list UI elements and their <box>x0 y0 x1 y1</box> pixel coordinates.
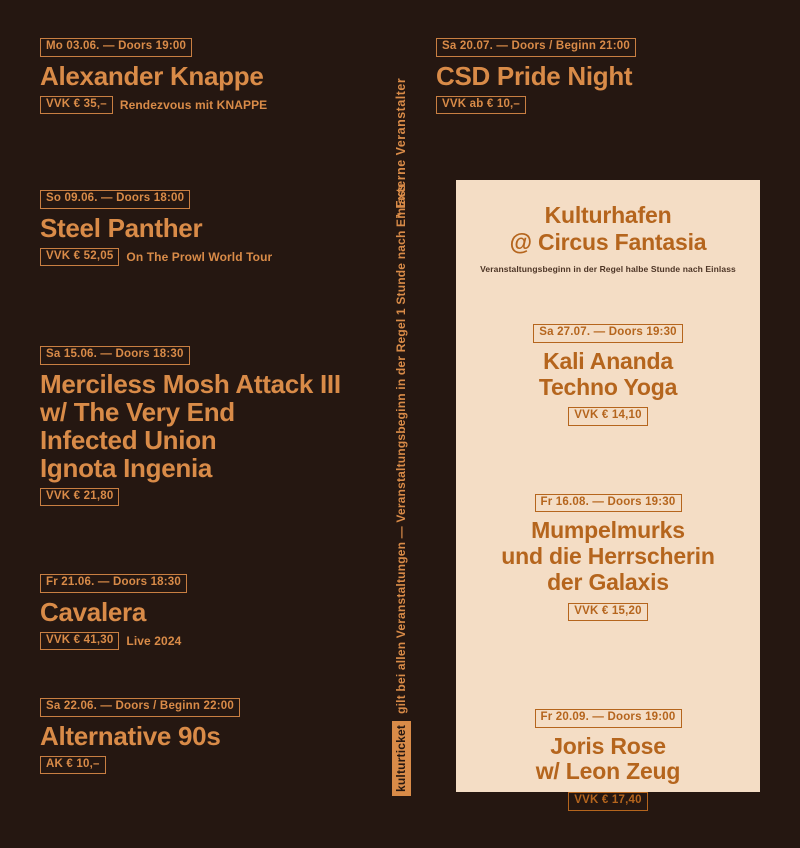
artist-line: w/ Leon Zeug <box>535 758 681 785</box>
artist-line: Steel Panther <box>40 212 203 243</box>
event-date: Sa 22.06. — Doors / Beginn 22:00 <box>40 698 240 717</box>
event-item <box>40 36 267 114</box>
artist-line: Techno Yoga <box>538 373 678 400</box>
event-item <box>40 344 341 506</box>
event-artist <box>40 62 267 90</box>
event-price-row <box>40 96 267 115</box>
event-date: Mo 03.06. — Doors 19:00 <box>40 38 192 57</box>
event-artist <box>40 598 187 626</box>
panel-note: Veranstaltungsbeginn in der Regel halbe Stunde nach Einlass <box>480 264 736 275</box>
event-price: VVK ab € 10,– <box>436 96 526 115</box>
kulturticket-note <box>394 184 408 796</box>
event-artist <box>436 62 766 90</box>
panel-event-item <box>470 322 746 426</box>
event-artist <box>470 734 746 786</box>
event-price: AK € 10,– <box>40 756 106 775</box>
event-artist <box>40 722 240 750</box>
kulturticket-badge: kulturticket <box>392 721 411 796</box>
event-artist <box>470 349 746 401</box>
event-price: VVK € 35,– <box>40 96 113 115</box>
event-artist <box>40 214 272 242</box>
event-price-row <box>40 756 240 775</box>
kulturticket-text: gilt bei allen Veranstaltungen — Veranstaltungsbeginn in der Regel 1 Stunde nach Einlass <box>394 183 408 714</box>
artist-line: Kali Ananda <box>543 347 673 374</box>
event-price: VVK € 52,05 <box>40 248 119 267</box>
artist-line: CSD Pride Night <box>436 60 633 91</box>
artist-line: Alternative 90s <box>40 720 221 751</box>
event-date: Sa 27.07. — Doors 19:30 <box>533 324 683 343</box>
artist-line: der Galaxis <box>547 568 669 595</box>
artist-line: Ignota Ingenia <box>40 452 213 483</box>
event-date: Fr 16.08. — Doors 19:30 <box>535 494 682 513</box>
panel-event-item <box>470 492 746 621</box>
event-date: So 09.06. — Doors 18:00 <box>40 190 190 209</box>
artist-line: Infected Union <box>40 424 217 455</box>
event-price-row <box>40 248 272 267</box>
kulturhafen-panel <box>456 180 760 806</box>
event-price: VVK € 15,20 <box>568 603 647 622</box>
artist-line: Alexander Knappe <box>40 60 264 91</box>
artist-line: Merciless Mosh Attack III <box>40 368 341 399</box>
artist-line: w/ The Very End <box>40 396 235 427</box>
artist-line: Joris Rose <box>550 732 666 759</box>
top-right-event-column <box>436 36 766 114</box>
panel-title <box>470 202 746 256</box>
event-price: VVK € 14,10 <box>568 407 647 426</box>
event-subtitle: Rendezvous mit KNAPPE <box>119 97 268 112</box>
event-subtitle: Live 2024 <box>126 633 182 648</box>
panel-title-line: @ Circus Fantasia <box>509 229 707 256</box>
event-artist <box>470 518 746 595</box>
external-organizer-note: * Externe Veranstalter <box>394 77 408 218</box>
event-date: Fr 20.09. — Doors 19:00 <box>535 709 682 728</box>
event-price: VVK € 17,40 <box>568 792 647 811</box>
artist-line: und die Herrscherin <box>501 543 715 569</box>
event-item <box>40 572 187 650</box>
event-artist <box>40 370 341 482</box>
event-date: Fr 21.06. — Doors 18:30 <box>40 574 187 593</box>
panel-title-line: Kulturhafen <box>544 202 672 228</box>
panel-event-item <box>470 707 746 811</box>
event-item <box>436 36 766 114</box>
event-item <box>40 188 272 266</box>
artist-line: Cavalera <box>40 596 147 627</box>
vertical-notes-strip <box>372 36 432 812</box>
event-date: Sa 20.07. — Doors / Beginn 21:00 <box>436 38 636 57</box>
event-price-row <box>436 96 766 115</box>
event-price-row <box>40 632 187 651</box>
artist-line: Mumpelmurks <box>531 517 685 544</box>
event-price: VVK € 21,80 <box>40 488 119 507</box>
event-price-row <box>40 488 341 507</box>
event-subtitle: On The Prowl World Tour <box>126 249 273 264</box>
event-item <box>40 696 240 774</box>
event-price: VVK € 41,30 <box>40 632 119 651</box>
event-date: Sa 15.06. — Doors 18:30 <box>40 346 190 365</box>
